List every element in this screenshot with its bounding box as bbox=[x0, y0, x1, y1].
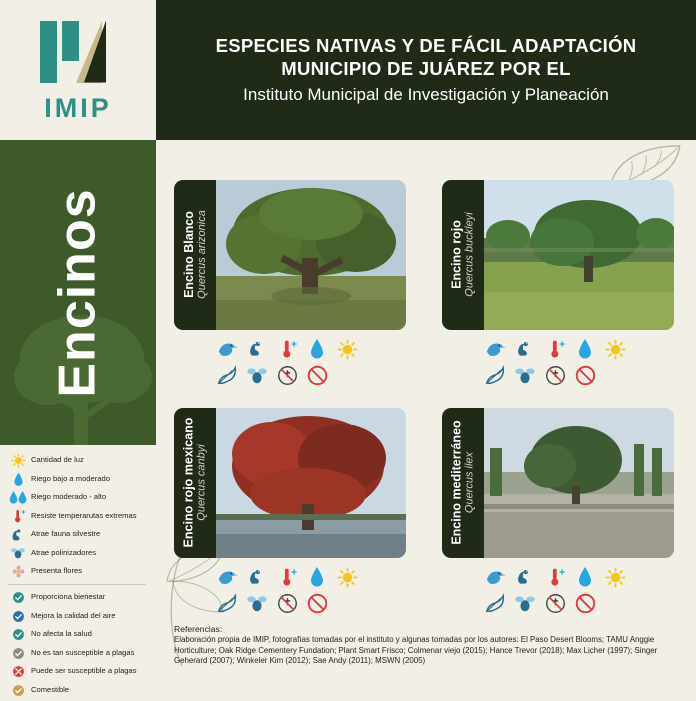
species-icons-encino-mediterraneo bbox=[484, 564, 674, 616]
legend-label: Mejora la calidad del aire bbox=[31, 610, 116, 620]
species-card-encino-mediterraneo[interactable] bbox=[442, 408, 674, 558]
legend-label: Comestible bbox=[31, 684, 69, 694]
legend-item-riego-bajo bbox=[8, 472, 150, 487]
squirrel-icon bbox=[246, 565, 268, 589]
no-pest-icon bbox=[306, 363, 328, 387]
icon-row-2 bbox=[216, 362, 406, 388]
legend-item-luz bbox=[8, 453, 150, 468]
oak-mediterranean-tree-photo bbox=[484, 408, 674, 558]
oak-white-tree-photo bbox=[216, 180, 406, 330]
legend-item-fauna bbox=[8, 527, 150, 542]
sun-icon bbox=[336, 337, 358, 361]
icon-row-2 bbox=[484, 590, 674, 616]
no-health-icon bbox=[544, 363, 566, 387]
legend-item-salud bbox=[8, 627, 150, 642]
references-title: Referencias: bbox=[174, 624, 223, 634]
header bbox=[0, 0, 696, 140]
header-title-line3: Instituto Municipal de Investigación y Planeación bbox=[243, 85, 609, 105]
references bbox=[174, 624, 682, 667]
no-health-icon bbox=[544, 591, 566, 615]
thermometer-icon bbox=[544, 565, 566, 589]
bee-icon bbox=[246, 591, 268, 615]
icon-row-2 bbox=[216, 590, 406, 616]
no-health-icon bbox=[276, 591, 298, 615]
legend bbox=[0, 445, 156, 701]
legend-label: Atrae fauna silvestre bbox=[31, 529, 101, 539]
species-name: Encino rojo bbox=[449, 220, 464, 290]
legend-label: No es tan susceptible a plagas bbox=[31, 647, 135, 657]
sidebar-banner bbox=[0, 140, 156, 445]
legend-label: Atrae polinizadores bbox=[31, 547, 97, 557]
water-drop-icon bbox=[306, 337, 328, 361]
legend-label: Resiste temperarutas extremas bbox=[31, 510, 137, 520]
leaf-hand-icon bbox=[484, 363, 506, 387]
icon-row-1 bbox=[484, 564, 674, 590]
edible-icon bbox=[8, 683, 28, 698]
no-pest-icon bbox=[574, 363, 596, 387]
legend-item-bienestar bbox=[8, 590, 150, 605]
sun-icon bbox=[8, 453, 28, 468]
legend-label: Presenta flores bbox=[31, 566, 83, 576]
legend-item-no-plagas bbox=[8, 646, 150, 661]
species-photo bbox=[216, 408, 406, 558]
species-card-encino-blanco[interactable] bbox=[174, 180, 406, 330]
health-icon bbox=[8, 627, 28, 642]
sidebar-section-title bbox=[0, 140, 156, 445]
bee-icon bbox=[514, 591, 536, 615]
species-scientific-name: Quercus arizonica bbox=[195, 210, 208, 300]
squirrel-icon bbox=[514, 337, 536, 361]
legend-label: Proporciona bienestar bbox=[31, 592, 106, 602]
header-title-line2: MUNICIPIO DE JUÁREZ POR EL bbox=[281, 58, 571, 80]
main-content bbox=[156, 140, 696, 696]
sidebar bbox=[0, 140, 156, 696]
bee-icon bbox=[8, 546, 28, 561]
squirrel-icon bbox=[246, 337, 268, 361]
thermometer-icon bbox=[276, 337, 298, 361]
squirrel-icon bbox=[514, 565, 536, 589]
species-card-encino-rojo-mexicano[interactable] bbox=[174, 408, 406, 558]
species-label-strip bbox=[442, 180, 484, 330]
bird-icon bbox=[216, 337, 238, 361]
species-icons-encino-rojo-mexicano bbox=[216, 564, 406, 616]
icon-row-1 bbox=[216, 336, 406, 362]
species-label-strip bbox=[174, 408, 216, 558]
legend-item-riego-moderado bbox=[8, 490, 150, 505]
icon-row-1 bbox=[216, 564, 406, 590]
legend-label: Riego moderado - alto bbox=[31, 492, 107, 502]
leaf-hand-icon bbox=[216, 591, 238, 615]
species-name: Encino rojo mexicano bbox=[181, 418, 196, 548]
water-drop-icon bbox=[574, 565, 596, 589]
leaf-hand-icon bbox=[216, 363, 238, 387]
species-name: Encino Blanco bbox=[181, 211, 196, 299]
legend-label: Cantidad de luz bbox=[31, 455, 84, 465]
flower-icon bbox=[8, 564, 28, 579]
species-scientific-name: Quercus ilex bbox=[463, 452, 476, 514]
water-drop-icon bbox=[574, 337, 596, 361]
species-name: Encino mediterráneo bbox=[449, 420, 464, 546]
squirrel-icon bbox=[8, 527, 28, 542]
species-photo bbox=[484, 408, 674, 558]
species-icons-encino-blanco bbox=[216, 336, 406, 388]
sun-icon bbox=[604, 337, 626, 361]
pest-susceptible-icon bbox=[8, 664, 28, 679]
sidebar-section-title-text: Encinos bbox=[49, 187, 108, 398]
legend-label: No afecta la salud bbox=[31, 629, 92, 639]
bee-icon bbox=[246, 363, 268, 387]
legend-item-flores bbox=[8, 564, 150, 579]
legend-item-aire bbox=[8, 609, 150, 624]
bird-icon bbox=[216, 565, 238, 589]
references-body: Elaboración propia de IMIP, fotografías tomadas por el instituto y algunas tomadas por los autores: El Paso Desert Blooms; TAMU Anggie Horticulture; Oak Ridge Cementery Fundation; Plant Smart Frisco; Colmenar viejo (2015); Hance Trevor (2018); Max Licher (1997); Singer Geherard (2007); Winkeler Kim (2012); Sae Andy (2011); MSWN (2005) bbox=[174, 635, 658, 665]
legend-item-susceptible bbox=[8, 664, 150, 679]
sun-icon bbox=[604, 565, 626, 589]
legend-item-temperatura bbox=[8, 509, 150, 524]
icon-row-1 bbox=[484, 336, 674, 362]
oak-mexican-red-tree-photo bbox=[216, 408, 406, 558]
legend-divider bbox=[8, 584, 146, 585]
thermometer-icon bbox=[544, 337, 566, 361]
bird-icon bbox=[484, 337, 506, 361]
species-label-strip bbox=[442, 408, 484, 558]
species-photo bbox=[216, 180, 406, 330]
water-drop-low-icon bbox=[8, 472, 28, 487]
header-titles bbox=[156, 0, 696, 140]
imip-logo-text: IMIP bbox=[44, 92, 112, 123]
species-photo bbox=[484, 180, 674, 330]
air-quality-icon bbox=[8, 609, 28, 624]
sun-icon bbox=[336, 565, 358, 589]
imip-logo bbox=[0, 0, 156, 140]
species-scientific-name: Quercus canbyi bbox=[195, 444, 208, 522]
no-pest-icon bbox=[574, 591, 596, 615]
water-drop-high-icon bbox=[8, 490, 28, 505]
legend-label: Riego bajo a moderado bbox=[31, 473, 110, 483]
bee-icon bbox=[514, 363, 536, 387]
species-scientific-name: Quercus buckleyi bbox=[463, 212, 476, 298]
legend-item-comestible bbox=[8, 683, 150, 698]
legend-label: Puede ser susceptible a plagas bbox=[31, 666, 137, 676]
leaf-hand-icon bbox=[484, 591, 506, 615]
imip-logo-mark bbox=[32, 17, 124, 89]
bird-icon bbox=[484, 565, 506, 589]
legend-item-polinizadores bbox=[8, 546, 150, 561]
icon-row-2 bbox=[484, 362, 674, 388]
no-pest-icon bbox=[306, 591, 328, 615]
species-label-strip bbox=[174, 180, 216, 330]
oak-red-tree-photo bbox=[484, 180, 674, 330]
species-card-encino-rojo[interactable] bbox=[442, 180, 674, 330]
pest-resistant-icon bbox=[8, 646, 28, 661]
wellbeing-icon bbox=[8, 590, 28, 605]
thermometer-icon bbox=[8, 509, 28, 524]
species-icons-encino-rojo bbox=[484, 336, 674, 388]
header-title-line1: ESPECIES NATIVAS Y DE FÁCIL ADAPTACIÓN bbox=[215, 34, 637, 56]
water-drop-icon bbox=[306, 565, 328, 589]
thermometer-icon bbox=[276, 565, 298, 589]
no-health-icon bbox=[276, 363, 298, 387]
